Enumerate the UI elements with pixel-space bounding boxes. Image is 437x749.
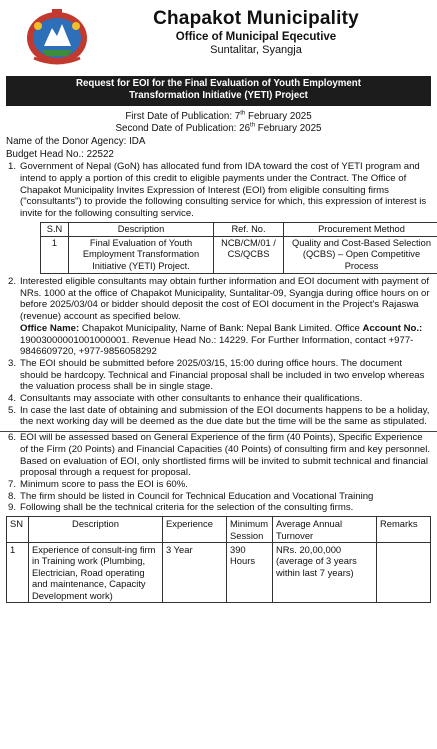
- cell-ref: NCB/CM/01 / CS/QCBS: [214, 237, 284, 274]
- col-remarks: Remarks: [377, 517, 431, 543]
- second-publication-date: [6, 123, 431, 135]
- procurement-table: [40, 222, 437, 274]
- notice-header: [6, 0, 431, 70]
- table-header-row: [41, 222, 437, 236]
- item-number: 8.: [8, 490, 17, 502]
- list-item: [6, 358, 431, 393]
- publication-dates: [6, 111, 431, 135]
- list-item: [6, 432, 431, 479]
- municipality-title: Chapakot Municipality: [153, 8, 359, 29]
- item-text: The EOI should be submitted before 2025/03/15, 15:00 during office hours. The document should be hardcopy. Technical and Financial proposal shall be included in two envelop whereas the valuation process shall be in single stage.: [20, 357, 425, 393]
- col-description: Description: [69, 222, 214, 236]
- list-item: [6, 479, 431, 491]
- donor-agency: Name of the Donor Agency: IDA: [6, 136, 146, 148]
- cell-experience: 3 Year: [163, 542, 227, 602]
- item-number: 3.: [8, 357, 17, 369]
- technical-criteria-table: [6, 516, 431, 603]
- cell-sn: 1: [41, 237, 69, 274]
- col-method: Procurement Method: [284, 222, 437, 236]
- item-number: 9.: [8, 502, 17, 514]
- item-text: Following shall be the technical criteria for the selection of the consulting firms.: [20, 502, 354, 514]
- list-item: [6, 161, 431, 274]
- table-row: [41, 237, 437, 274]
- item-text: Minimum score to pass the EOI is 60%.: [20, 478, 188, 490]
- office-name-text: Chapakot Municipality, Name of Bank: Nepal Bank Limited. Office: [79, 322, 363, 334]
- item-text: Interested eligible consultants may obtain further information and EOI document with payment of NRs. 1000 at the office of Chapakot Municipality, Suntalitar-09, Syangja during office hours on or before 2025/03/04 or bidder should deposit the cost of EOI document in the Project's Rajaswa (revenue) account as specified below.: [20, 275, 430, 323]
- nepal-government-emblem-icon: [24, 6, 90, 66]
- cell-remarks: [377, 542, 431, 602]
- item-text: The firm should be listed in Council for Technical Education and Vocational Training: [20, 490, 374, 502]
- office-name-label: Office Name:: [20, 322, 80, 334]
- banner-line-1: Request for EOI for the Final Evaluation of Youth Employment: [76, 78, 361, 89]
- office-name: Office of Municipal Eqecutive: [175, 30, 337, 43]
- col-minimum-session: Minimum Session: [227, 517, 273, 543]
- notice-banner: [6, 76, 431, 106]
- col-description: Description: [29, 517, 163, 543]
- list-item: [6, 276, 431, 358]
- second-date-text: Second Date of Publication: 26: [115, 123, 251, 135]
- item-text: In case the last date of obtaining and submission of the EOI documents happens to be a holiday, the next working day will be deemed as the due date but the time will be the same as stipulated.: [20, 404, 430, 428]
- col-sn: S.N: [41, 222, 69, 236]
- first-date-sup: th: [240, 110, 246, 117]
- cell-minimum-session: 390 Hours: [227, 542, 273, 602]
- banner-line-2: Transformation Initiative (YETI) Project: [129, 90, 308, 102]
- item-text: Government of Nepal (GoN) has allocated fund from IDA toward the cost of YETI program and intend to apply a portion of this credit to eligible payments under the Contract. The Office of Chapakot Municipality Invites Expression of Interest (EOI) from eligible consulting firms ("consultants") to provide the following consulting service for which, this expression of interest is invite for the following consulting service.: [20, 161, 427, 219]
- first-date-rest: February 2025: [245, 110, 312, 122]
- terms-list-part-2: [6, 432, 431, 514]
- col-sn: SN: [7, 517, 29, 543]
- terms-list-part-1: [6, 161, 431, 428]
- col-ref: Ref. No.: [214, 222, 284, 236]
- table-header-row: [7, 517, 431, 543]
- cell-description: Final Evaluation of Youth Employment Transformation Initiative (YETI) Project.: [69, 237, 214, 274]
- first-date-text: First Date of Publication: 7: [125, 110, 241, 122]
- cell-turnover: NRs. 20,00,000 (average of 3 years within last 7 years): [273, 542, 377, 602]
- cell-sn: 1: [7, 542, 29, 602]
- budget-head: Budget Head No.: 22522: [6, 149, 114, 161]
- item-number: 7.: [8, 478, 17, 490]
- second-date-sup: th: [250, 122, 256, 129]
- col-turnover: Average Annual Turnover: [273, 517, 377, 543]
- list-item: [6, 405, 431, 428]
- office-location: Suntalitar, Syangja: [210, 44, 302, 57]
- item-number: 4.: [8, 393, 17, 405]
- item-number: 6.: [8, 432, 17, 444]
- list-item: [6, 502, 431, 514]
- item-number: 1.: [8, 161, 17, 173]
- cell-description: Experience of consult-ing firm in Training work (Plumbing, Electrician, Road operating and maintenance, Capacity Development work): [29, 542, 163, 602]
- list-item: [6, 393, 431, 405]
- col-experience: Experience: [163, 517, 227, 543]
- account-label: Account No.:: [362, 322, 423, 334]
- item-number: 5.: [8, 404, 17, 416]
- list-item: [6, 491, 431, 503]
- table-row: [7, 542, 431, 602]
- first-publication-date: [6, 111, 431, 123]
- item-text: EOI will be assessed based on General Experience of the firm (40 Points), Specific Experience of the Firm (20 Points) and Financial Capacities (40 Points) of consulting firm and key personnel. Based on evaluation of EOI, only shortlisted firms will be invited to submit technical and financial proposal through a request for proposal.: [20, 432, 431, 479]
- account-text: 19003000001001000001. Revenue Head No.: 14229. For Further Information, contact +977-9846609720, +977-9856058292: [20, 334, 414, 358]
- cell-method: Quality and Cost-Based Selection (QCBS) – Open Competitive Process: [284, 237, 437, 274]
- item-text: Consultants may associate with other consultants to enhance their qualifications.: [20, 393, 363, 405]
- second-date-rest: February 2025: [255, 123, 322, 135]
- item-number: 2.: [8, 275, 17, 287]
